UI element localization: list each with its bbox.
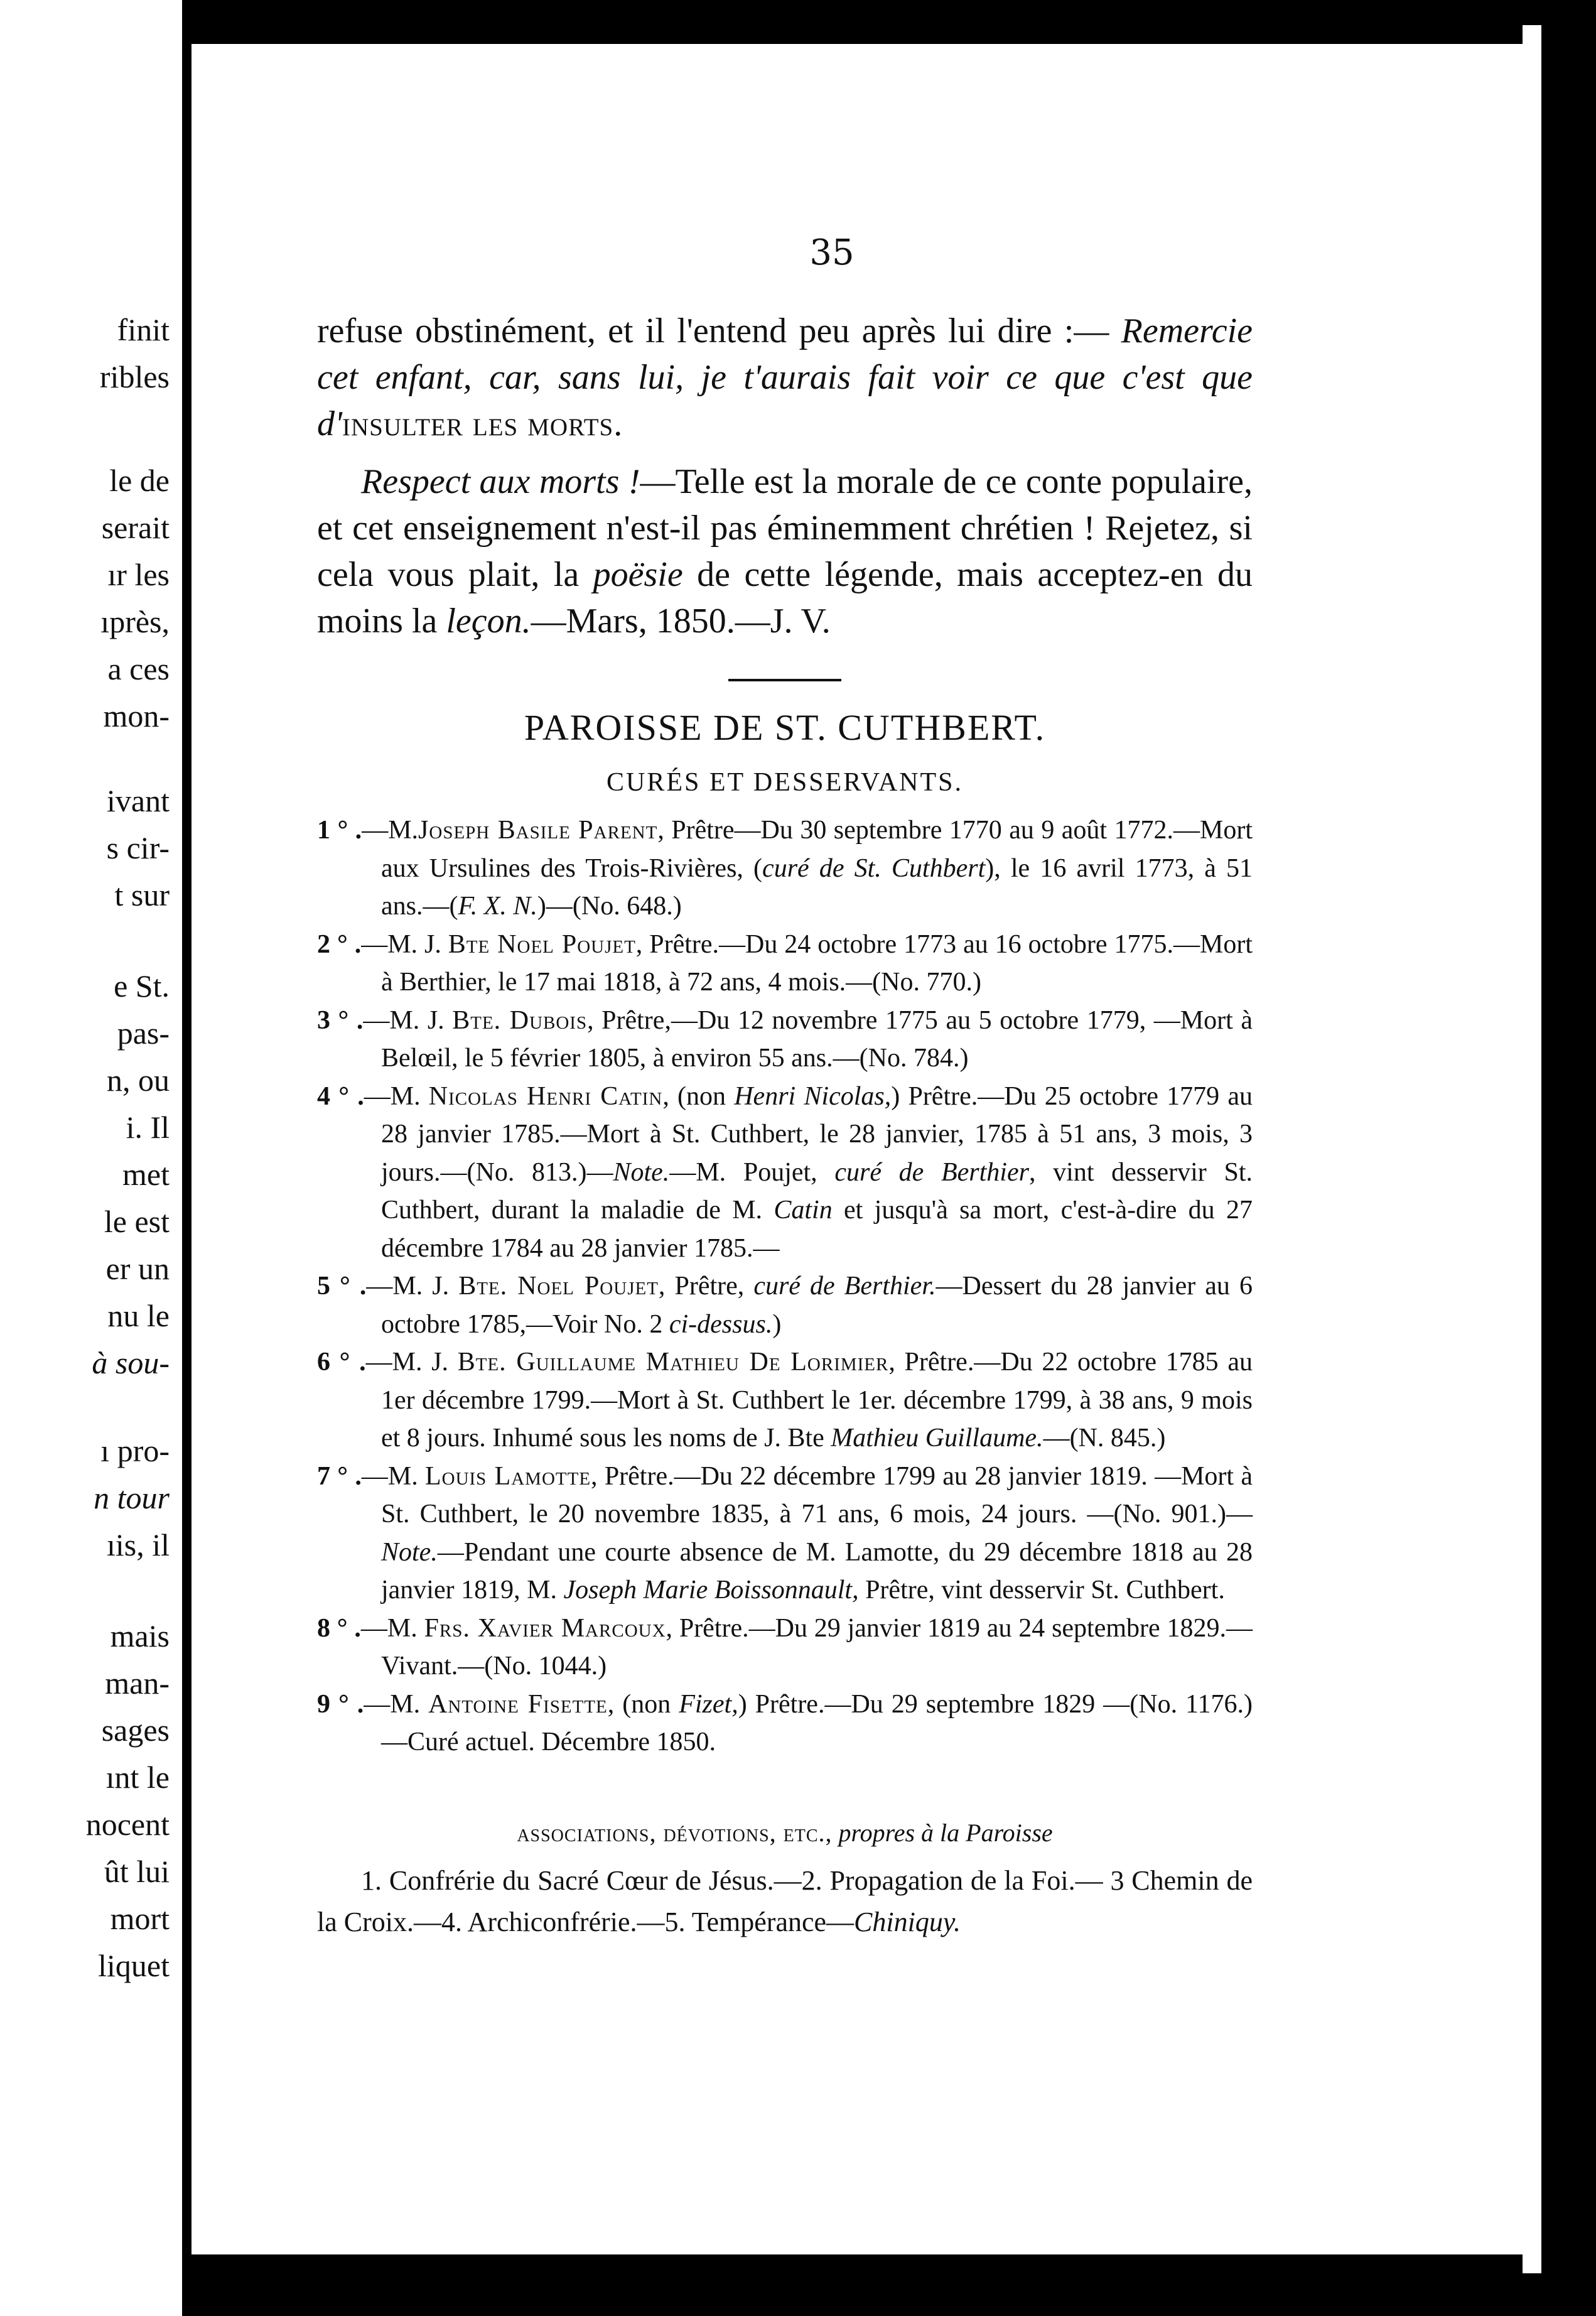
entry-number: 4 ° . (317, 1081, 364, 1111)
entry-number: 7 ° . (317, 1461, 362, 1491)
entry-number: 2 ° . (317, 929, 362, 959)
associations-text: 1. Confrérie du Sacré Cœur de Jésus.—2. Propagation de la Foi.— 3 Chemin de la Croix.—4. Archiconfrérie.—5. Tempérance—Chiniquy. (317, 1864, 1253, 1937)
entry-number: 1 ° . (317, 816, 362, 845)
entry-text: ) (772, 1309, 782, 1339)
left-page-line: liquet (98, 1948, 170, 1983)
page-number: 35 (809, 232, 855, 273)
entry-text: , vint desservir St. Cuthbert, durant la maladie de M. (381, 1157, 1253, 1225)
entry-text: , Prêtre.—Du 29 janvier 1819 au 24 septembre 1829.—Vivant.—(No. 1044.) (381, 1613, 1253, 1680)
entry-text: curé de Berthier. (753, 1272, 936, 1301)
entry-text: Note. (381, 1537, 438, 1567)
entry-text: —Pendant une courte absence de M. Lamotte, du 29 décembre 1818 au 28 janvier 1819, M. (381, 1537, 1253, 1604)
cure-entry (317, 811, 1253, 926)
left-page-line: à sou- (92, 1345, 170, 1380)
entry-number: 8 ° . (317, 1613, 361, 1643)
left-page-line: i. Il (126, 1110, 170, 1145)
left-page-line: mais (110, 1618, 170, 1653)
left-page-line: nocent (85, 1807, 170, 1842)
entry-text: —M. J. (365, 1348, 458, 1377)
entry-text: ci-dessus. (669, 1309, 773, 1339)
left-page-line: ıis, il (106, 1527, 170, 1562)
left-page-line: ınt le (105, 1760, 170, 1795)
legend-text (317, 308, 1253, 644)
entry-text: , Prêtre.—Du 24 octobre 1773 au 16 octobre 1775.—Mort à Berthier, le 17 mai 1818, à 72 ans, 4 mois.—(No. 770.) (381, 929, 1253, 997)
book-page (191, 44, 1541, 2254)
entry-text: ), le 16 avril 1773, à 51 ans.—( (381, 853, 1253, 921)
left-page-line: pas- (117, 1015, 170, 1051)
entry-text: Bte. Noel Poujet (458, 1272, 659, 1301)
entry-text: —(N. 845.) (1043, 1424, 1166, 1453)
left-page-line: man- (105, 1665, 170, 1701)
cure-entry (317, 1686, 1253, 1761)
entry-text: —M. (364, 1081, 429, 1111)
left-page-line: nu le (107, 1298, 170, 1333)
entry-text: Frs. Xavier Marcoux (424, 1613, 666, 1643)
left-page-line: s cir- (106, 830, 170, 865)
left-page-line: sages (101, 1713, 170, 1748)
entry-text: , Prêtre—Du 30 septembre 1770 au 9 août 1772.—Mort aux Ursulines des Trois-Rivières, ( (381, 816, 1253, 883)
left-page-line: n tour (94, 1480, 170, 1515)
entry-text: Louis Lamotte (424, 1461, 591, 1491)
entry-text: ) Prêtre.—Du 25 octobre 1779 au 28 janvier 1785.—Mort à St. Cuthbert, le 28 janvier, 1785 à 51 ans, 3 mois, 3 jours.—(No. 813.)— (381, 1081, 1253, 1187)
left-page-line: serait (101, 510, 170, 545)
entry-number: 9 ° . (317, 1689, 364, 1719)
entry-text: Bte Noel Poujet (448, 929, 636, 959)
entry-text: , Prêtre.—Du 22 décembre 1799 au 28 janvier 1819. —Mort à St. Cuthbert, le 20 novembre 1835, à 71 ans, 6 mois, 24 jours. —(No. 901.)— (381, 1461, 1253, 1529)
left-page-line: a ces (107, 651, 170, 686)
entry-text: —M. Poujet, (669, 1157, 835, 1187)
left-page-line: finit (117, 312, 170, 347)
entry-text: curé de St. Cuthbert (762, 853, 986, 883)
left-page-line: ivant (107, 783, 170, 818)
entry-text: Catin (774, 1196, 833, 1225)
left-page-line: t sur (114, 877, 170, 912)
entry-text: ) Prêtre.—Du 29 septembre 1829 —(No. 1176.)—Curé actuel. Décembre 1850. (381, 1689, 1253, 1756)
cure-entry (317, 1078, 1253, 1268)
entry-text: —M. J. (363, 1005, 453, 1035)
left-page-line: e St. (114, 968, 170, 1004)
paragraph-2: Respect aux morts !—Telle est la morale de ce conte populaire, et cet enseignement n'est-il pas éminemment chrétien ! Rejetez, si cela vous plait, la poësie de cette légende, mais acceptez-en du moins la leçon.—Mars, 1850.—J. V. (317, 462, 1253, 641)
entry-text: , (non (607, 1689, 679, 1719)
left-page-line: ût lui (104, 1854, 170, 1889)
entry-text: )—(No. 648.) (537, 892, 682, 921)
entry-text: —M. (364, 1689, 429, 1719)
cure-entry (317, 1267, 1253, 1343)
cure-entry (317, 1002, 1253, 1078)
left-page-line: mon- (103, 698, 170, 733)
left-page-line: le est (104, 1204, 170, 1239)
left-page-line: er un (105, 1251, 170, 1286)
section-divider (728, 679, 841, 681)
left-page-line: mort (110, 1901, 170, 1936)
page-content (317, 308, 1253, 1943)
left-page-line: ır les (107, 557, 170, 592)
entry-text: F. X. N. (458, 892, 537, 921)
entry-text: Prêtre, vint desservir St. Cuthbert. (858, 1576, 1225, 1604)
facing-page-left (0, 0, 182, 2316)
entry-text: Joseph Basile Parent (418, 816, 658, 845)
entry-text: —M. J. (361, 929, 448, 959)
entry-text: et jusqu'à sa mort, c'est-à-dire du 27 décembre 1784 au 28 janvier 1785.— (381, 1196, 1253, 1263)
entry-number: 6 ° . (317, 1348, 366, 1377)
entry-text: Note. (613, 1157, 670, 1187)
parish-title: PAROISSE DE ST. CUTHBERT. (524, 707, 1046, 748)
associations-heading: associations, dévotions, etc., propres à la Paroisse (517, 1818, 1053, 1847)
entry-text: —M. (360, 1613, 424, 1643)
entry-text: , Prêtre,—Du 12 novembre 1775 au 5 octobre 1779, —Mort à Belœil, le 5 février 1805, à environ 55 ans.—(No. 784.) (381, 1005, 1253, 1073)
cure-entry (317, 1343, 1253, 1458)
left-page-line: ıprès, (100, 604, 170, 639)
entry-text: , (non (662, 1081, 735, 1111)
entry-text: Mathieu Guillaume. (831, 1424, 1043, 1453)
cure-entry (317, 1458, 1253, 1610)
left-page-line: met (122, 1157, 170, 1192)
entry-number: 5 ° . (317, 1272, 367, 1301)
cure-list (317, 811, 1253, 1761)
entry-text: —Dessert du 28 janvier au 6 octobre 1785,—Voir No. 2 (381, 1272, 1253, 1339)
entry-text: , Prêtre, (658, 1272, 754, 1301)
entry-text: —M. J. (366, 1272, 459, 1301)
entry-text: —M. (361, 1461, 425, 1491)
left-page-line: ı pro- (100, 1433, 170, 1468)
entry-text: Fizet, (679, 1689, 738, 1719)
left-page-line: n, ou (107, 1063, 170, 1098)
section-subtitle: CURÉS ET DESSERVANTS. (606, 768, 964, 797)
entry-text: Joseph Marie Boissonnault, (563, 1576, 859, 1604)
entry-number: 3 ° . (317, 1005, 364, 1035)
entry-text: Henri Nicolas, (734, 1081, 892, 1111)
cure-entry (317, 926, 1253, 1002)
cure-entry (317, 1610, 1253, 1686)
entry-text: Bte. Dubois (452, 1005, 588, 1035)
paragraph-1: refuse obstinément, et il l'entend peu après lui dire :— Remercie cet enfant, car, sans lui, je t'aurais fait voir ce que c'est que d'insulter les morts. (317, 311, 1253, 443)
left-page-line: le de (109, 463, 170, 498)
entry-text: —M. (362, 816, 419, 845)
entry-text: curé de Berthier (834, 1157, 1029, 1187)
left-page-line: ribles (99, 359, 170, 394)
entry-text: Bte. Guillaume Mathieu De Lorimier (457, 1348, 889, 1377)
entry-text: Antoine Fisette (428, 1689, 608, 1719)
entry-text: , Prêtre.—Du 22 octobre 1785 au 1er décembre 1799.—Mort à St. Cuthbert le 1er. décembre 1799, à 38 ans, 9 mois et 8 jours. Inhumé sous les noms de J. Bte (381, 1348, 1253, 1453)
entry-text: Nicolas Henri Catin (428, 1081, 663, 1111)
